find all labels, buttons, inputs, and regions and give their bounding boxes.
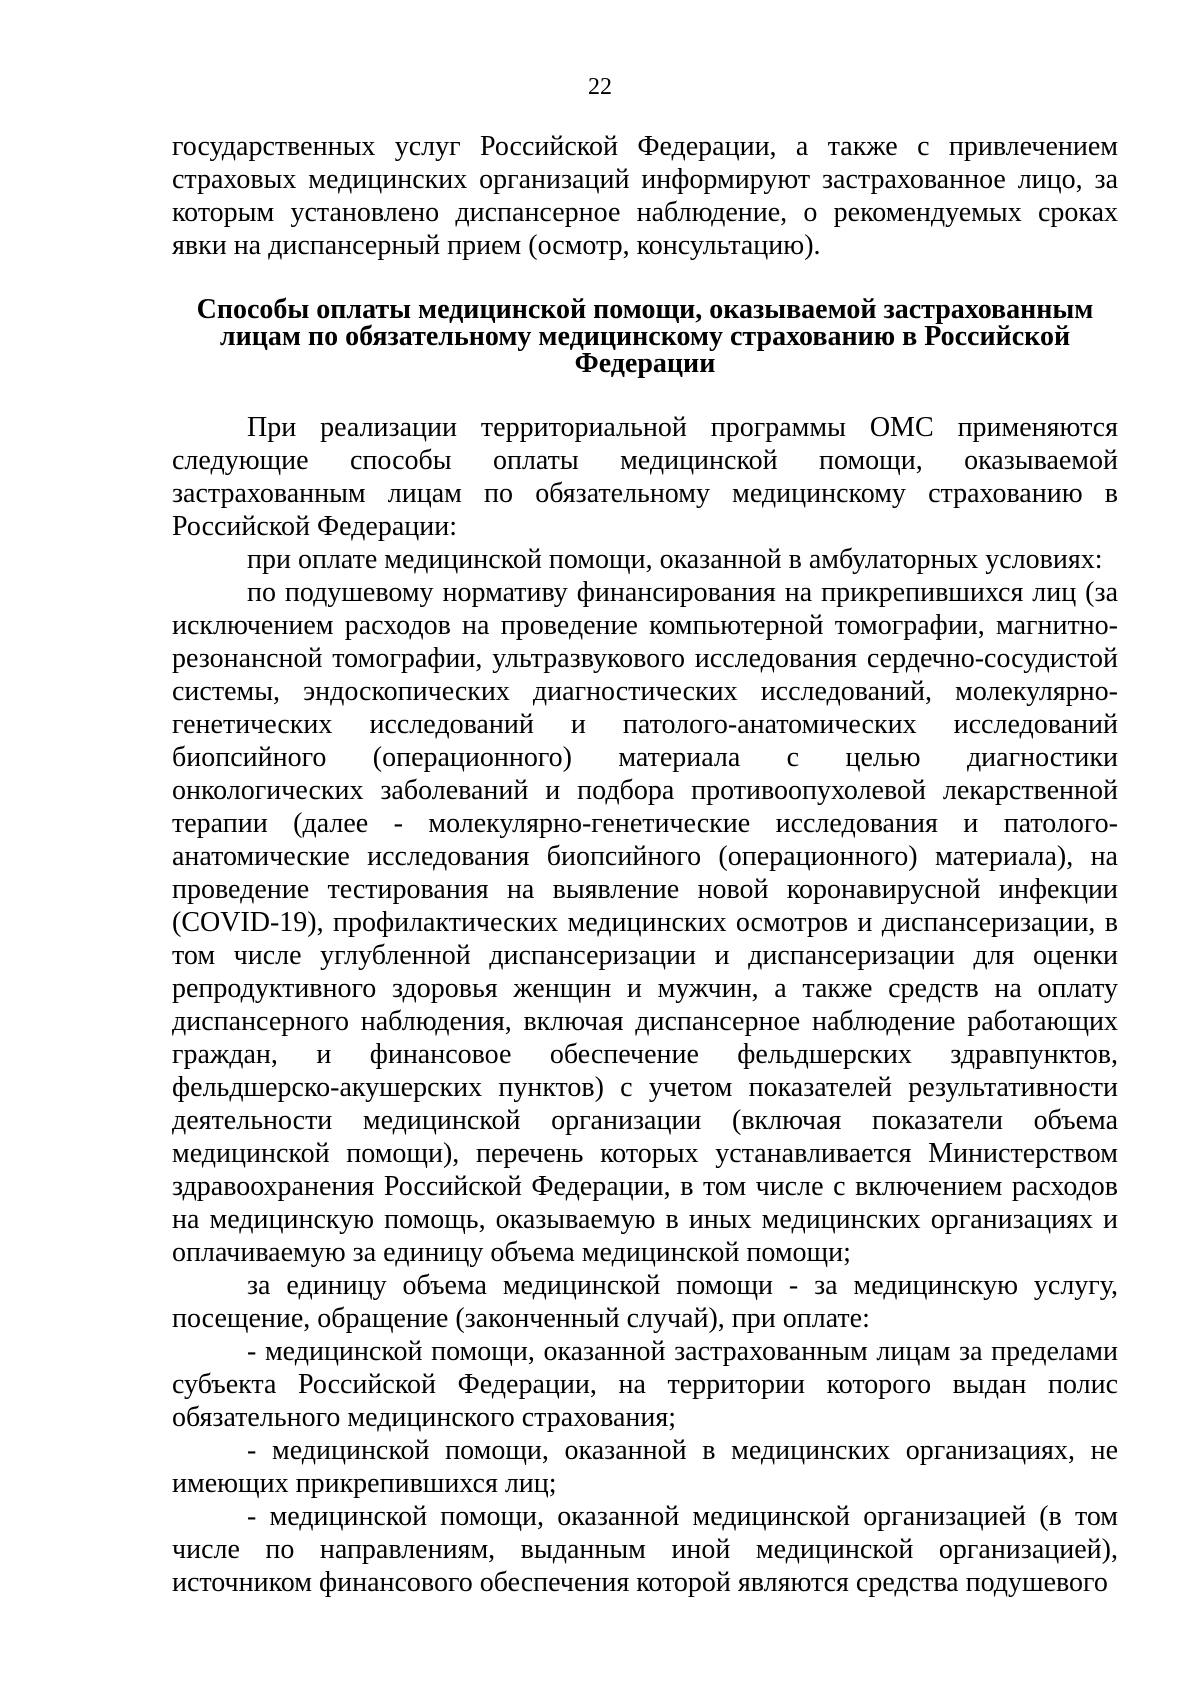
page-content [172,130,1118,1599]
section-heading: Способы оплаты медицинской помощи, оказываемой застрахованным лицам по обязательному медицинскому страхованию в Российской Федерации [196,294,1094,379]
body-paragraph: при оплате медицинской помощи, оказанной в амбулаторных условиях: [247,544,1103,575]
body-paragraph: за единицу объема медицинской помощи - за медицинскую услугу, посещение, обращение (законченный случай), при оплате: [172,1270,1118,1334]
body-paragraph: - медицинской помощи, оказанной в медицинских организациях, не имеющих прикрепившихся лиц; [172,1435,1118,1499]
page-number: 22 [588,74,612,100]
body-paragraph: - медицинской помощи, оказанной застрахованным лицам за пределами субъекта Российской Федерации, на территории которого выдан полис обязательного медицинского страхования; [172,1336,1118,1433]
intro-paragraph: государственных услуг Российской Федерации, а также с привлечением страховых медицинских организаций информируют застрахованное лицо, за которым установлено диспансерное наблюдение, о рекомендуемых сроках явки на диспансерный прием (осмотр, консультацию). [172,131,1118,261]
body-paragraph: по подушевому нормативу финансирования на прикрепившихся лиц (за исключением расходов на проведение компьютерной томографии, магнитно-резонансной томографии, ультразвукового исследования сердечно-сосудистой системы, эндоскопических диагностических исследований, молекулярно-генетических исследований и патолого-анатомических исследований биопсийного (операционного) материала с целью диагностики онкологических заболеваний и подбора противоопухолевой лекарственной терапии (далее - молекулярно-генетические исследования и патолого-анатомические исследования биопсийного (операционного) материала), на проведение тестирования на выявление новой коронавирусной инфекции (COVID-19), профилактических медицинских осмотров и диспансеризации, в том числе углубленной диспансеризации и диспансеризации для оценки репродуктивного здоровья женщин и мужчин, а также средств на оплату диспансерного наблюдения, включая диспансерное наблюдение работающих граждан, и финансовое обеспечение фельдшерских здравпунктов, фельдшерско-акушерских пунктов) с учетом показателей результативности деятельности медицинской организации (включая показатели объема медицинской помощи), перечень которых устанавливается Министерством здравоохранения Российской Федерации, в том числе с включением расходов на медицинскую помощь, оказываемую в иных медицинских организациях и оплачиваемую за единицу объема медицинской помощи; [172,577,1118,1268]
body-paragraph: При реализации территориальной программы ОМС применяются следующие способы оплаты медицинской помощи, оказываемой застрахованным лицам по обязательному медицинскому страхованию в Российской Федерации: [172,412,1118,542]
body-paragraph: - медицинской помощи, оказанной медицинской организацией (в том числе по направлениям, выданным иной медицинской организацией), источником финансового обеспечения которой являются средства подушевого [172,1501,1118,1598]
